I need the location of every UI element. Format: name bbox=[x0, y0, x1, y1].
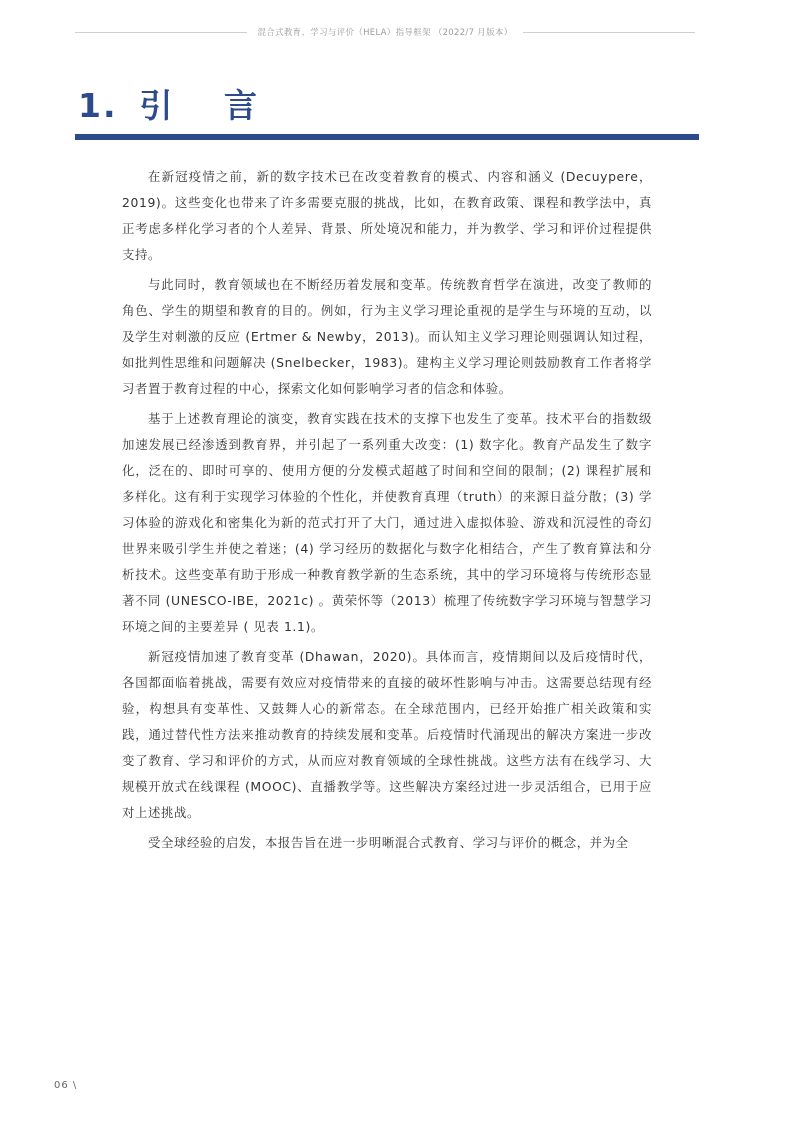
page-number: 06 \ bbox=[54, 1080, 78, 1091]
paragraph: 基于上述教育理论的演变，教育实践在技术的支撑下也发生了变革。技术平台的指数级加速发展已经渗透到教育界，并引起了一系列重大改变：(1) 数字化。教育产品发生了数字化，泛在的、即时可享的、使用方便的分发模式超越了时间和空间的限制；(2) 课程扩展和多样化。这有利于实现学习体验的个性化，并使教育真理（truth）的来源日益分散；(3) 学习体验的游戏化和密集化为新的范式打开了大门，通过进入虚拟体验、游戏和沉浸性的奇幻世界来吸引学生并使之着迷；(4) 学习经历的数据化与数字化相结合，产生了教育算法和分析技术。这些变革有助于形成一种教育教学新的生态系统，其中的学习环境将与传统形态显著不同 (UNESCO-IBE，2021c) 。黄荣怀等（2013）梳理了传统数字学习环境与智慧学习环境之间的主要差异 ( 见表 1.1)。 bbox=[122, 411, 652, 634]
header-rule-right bbox=[523, 32, 695, 33]
paragraph: 在新冠疫情之前，新的数字技术已在改变着教育的模式、内容和涵义 (Decuypere，2019)。这些变化也带来了许多需要克服的挑战，比如，在教育政策、课程和教学法中，真正考虑多样化学习者的个人差异、背景、所处境况和能力，并为教学、学习和评价过程提供支持。 bbox=[122, 169, 652, 262]
body-text bbox=[122, 164, 652, 860]
header-rule-left bbox=[75, 32, 247, 33]
chapter-number: 1. bbox=[78, 86, 118, 125]
chapter-heading bbox=[78, 80, 277, 127]
chapter-title: 引 言 bbox=[139, 86, 277, 125]
title-underline-bar bbox=[75, 134, 699, 140]
paragraph: 受全球经验的启发，本报告旨在进一步明晰混合式教育、学习与评价的概念，并为全 bbox=[148, 835, 629, 850]
paragraph: 新冠疫情加速了教育变革 (Dhawan，2020)。具体而言，疫情期间以及后疫情时代，各国都面临着挑战，需要有效应对疫情带来的直接的破坏性影响与冲击。这需要总结现有经验，构想具有变革性、又鼓舞人心的新常态。在全球范围内，已经开始推广相关政策和实践，通过替代性方法来推动教育的持续发展和变革。后疫情时代涌现出的解决方案进一步改变了教育、学习和评价的方式，从而应对教育领域的全球性挑战。这些方法有在线学习、大规模开放式在线课程 (MOOC)、直播教学等。这些解决方案经过进一步灵活组合，已用于应对上述挑战。 bbox=[122, 649, 652, 820]
running-title: 混合式教育、学习与评价（HELA）指导框架 （2022/7 月版本） bbox=[257, 28, 513, 38]
paragraph: 与此同时，教育领域也在不断经历着发展和变革。传统教育哲学在演进，改变了教师的角色、学生的期望和教育的目的。例如，行为主义学习理论重视的是学生与环境的互动，以及学生对刺激的反应 (Ertmer & Newby，2013)。而认知主义学习理论则强调认知过程，如批判性思维和问题解决 (Snelbecker，1983)。建构主义学习理论则鼓励教育工作者将学习者置于教育过程的中心，探索文化如何影响学习者的信念和体验。 bbox=[122, 277, 652, 396]
running-header bbox=[75, 22, 695, 42]
